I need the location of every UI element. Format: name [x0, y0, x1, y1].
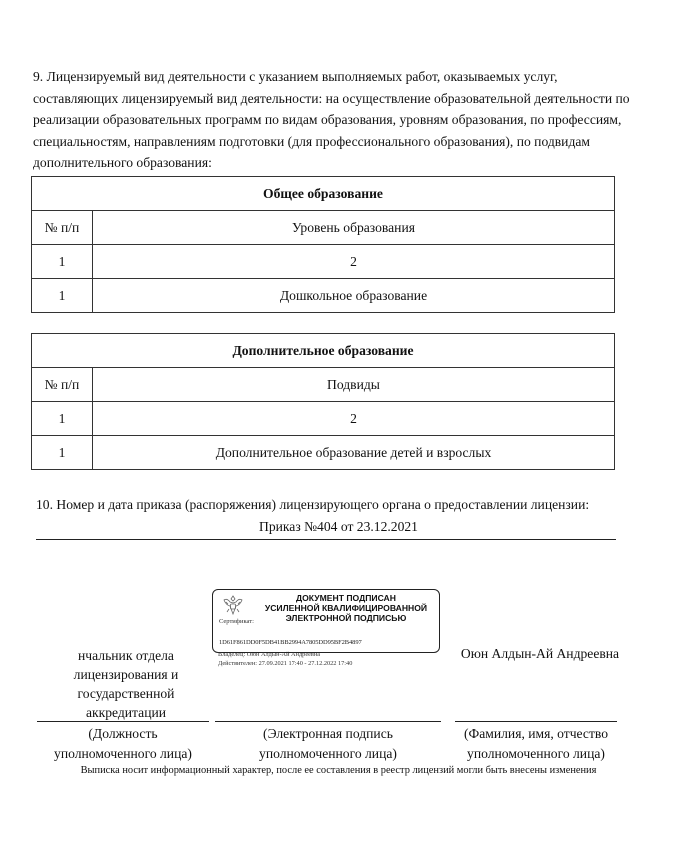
table-header-row — [32, 211, 615, 245]
name-caption: (Фамилия, имя, отчество уполномоченного лица) — [463, 726, 609, 761]
name-line — [455, 721, 617, 722]
order-underline — [36, 539, 616, 540]
signatory-position: нчальник отдела лицензирования и государственной аккредитации — [73, 648, 179, 720]
table-row — [32, 279, 615, 313]
section-9-text: 9. Лицензируемый вид деятельности с указанием выполняемых работ, оказываемых услуг, составляющих лицензируемый вид деятельности: на осуществление образовательной деятельности по реализации образовательных программ по видам образования, уровням образования, по профессиям, специальностям, направлениям подготовки (для профессионального образования), по подвидам дополнительного образования: — [33, 69, 630, 170]
general-education-table — [31, 176, 615, 313]
column-header: Уровень образования — [93, 211, 615, 245]
certificate-validity: Действителен: 27.09.2021 17:40 - 27.12.2022 17:40 — [218, 660, 353, 667]
position-caption: (Должность уполномоченного лица) — [54, 726, 192, 761]
signatory-name: Оюн Алдын-Ай Андреевна — [460, 646, 620, 661]
signature-caption: (Электронная подпись уполномоченного лица) — [259, 726, 397, 761]
table-cell: 1 — [32, 245, 93, 279]
table-cell: 1 — [32, 279, 93, 313]
section-10-text: 10. Номер и дата приказа (распоряжения) лицензирующего органа о предоставлении лицензии: — [36, 497, 590, 512]
footnote: Выписка носит информационный характер, после ее составления в реестр лицензий могли быть внесены изменения — [80, 765, 597, 776]
additional-education-table — [31, 333, 615, 470]
table-title: Общее образование — [32, 177, 615, 211]
column-header: № п/п — [32, 368, 93, 402]
electronic-signature-stamp — [212, 589, 440, 653]
stamp-header: ДОКУМЕНТ ПОДПИСАН УСИЛЕННОЙ КВАЛИФИЦИРОВАННОЙ ЭЛЕКТРОННОЙ ПОДПИСЬЮ — [264, 593, 428, 623]
table-cell: 2 — [93, 402, 615, 436]
column-header: № п/п — [32, 211, 93, 245]
table-cell: Дошкольное образование — [93, 279, 615, 313]
table-cell: 1 — [32, 402, 93, 436]
table-cell: 2 — [93, 245, 615, 279]
coat-of-arms-icon — [221, 594, 245, 616]
position-line — [37, 721, 209, 722]
table-row — [32, 245, 615, 279]
table-title: Дополнительное образование — [32, 334, 615, 368]
table-header-row — [32, 368, 615, 402]
order-number: Приказ №404 от 23.12.2021 — [259, 519, 418, 534]
table-cell: Дополнительное образование детей и взрослых — [93, 436, 615, 470]
certificate-owner: Владелец: Оюн Алдын-Ай Андреевна — [218, 651, 321, 658]
table-cell: 1 — [32, 436, 93, 470]
column-header: Подвиды — [93, 368, 615, 402]
certificate-label: Сертификат: — [219, 618, 254, 625]
table-row — [32, 402, 615, 436]
table-row — [32, 436, 615, 470]
signature-line — [215, 721, 441, 722]
certificate-id: 1D61F861DD0F5DB41BB2994A7805DD95BF2B4897 — [219, 639, 362, 646]
